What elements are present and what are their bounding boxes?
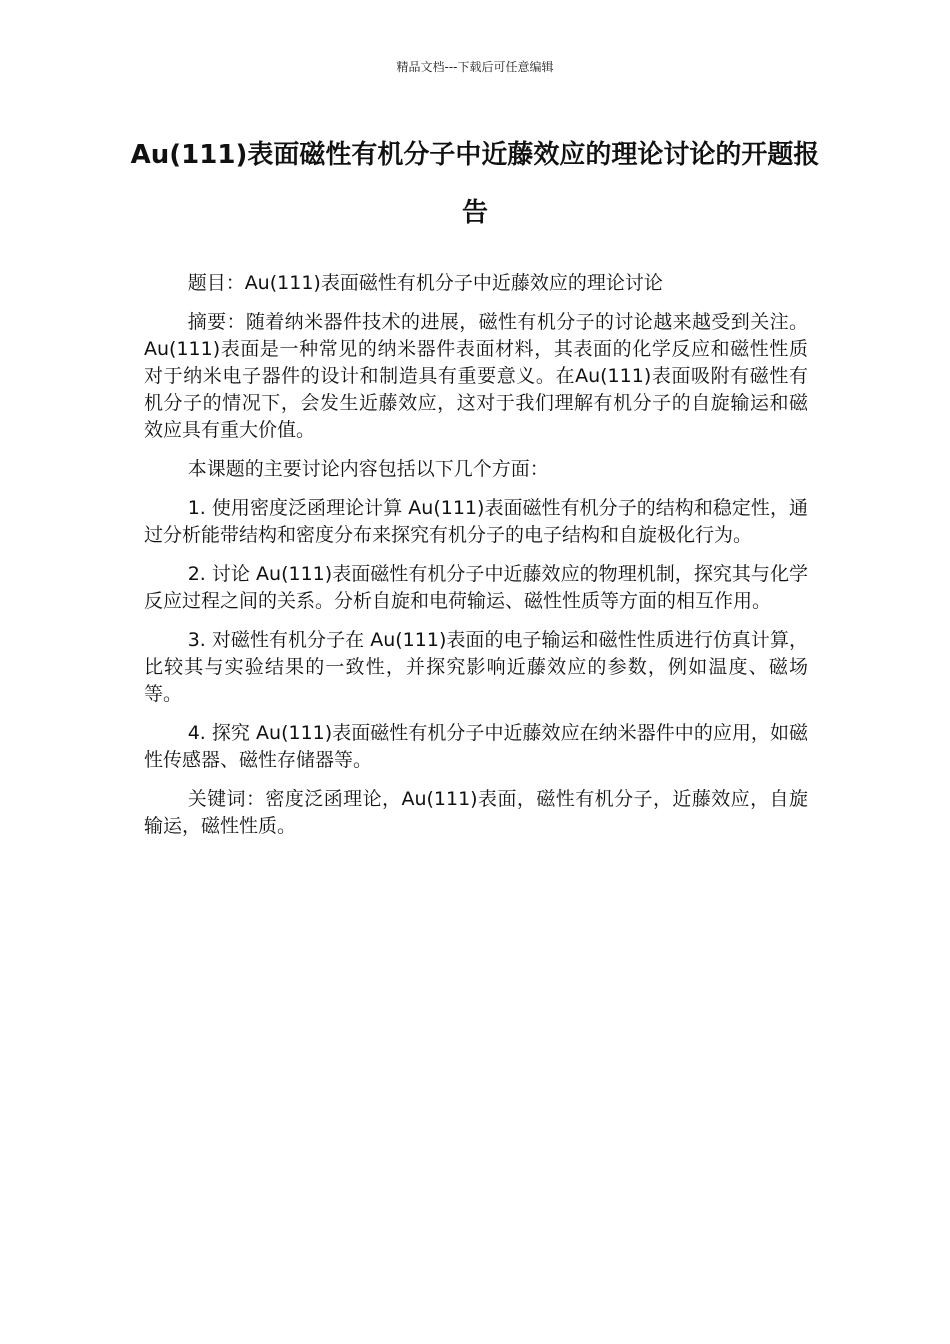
content-intro-paragraph: 本课题的主要讨论内容包括以下几个方面： — [187, 458, 549, 480]
list-item-2: 2. 讨论 Au(111)表面磁性有机分子中近藤效应的物理机制，探究其与化学反应过程之间的关系。分析自旋和电荷输运、磁性性质等方面的相互作用。 — [144, 563, 808, 612]
document-body — [144, 270, 808, 852]
document-title: Au(111)表面磁性有机分子中近藤效应的理论讨论的开题报告 — [130, 140, 820, 228]
list-item-3: 3. 对磁性有机分子在 Au(111)表面的电子输运和磁性性质进行仿真计算，比较其与实验结果的一致性，并探究影响近藤效应的参数，例如温度、磁场等。 — [144, 629, 808, 705]
topic-paragraph: 题目：Au(111)表面磁性有机分子中近藤效应的理论讨论 — [187, 272, 663, 294]
page-header: 精品文档---下载后可任意编辑 — [396, 60, 554, 74]
list-item-4: 4. 探究 Au(111)表面磁性有机分子中近藤效应在纳米器件中的应用，如磁性传感器、磁性存储器等。 — [144, 722, 808, 771]
list-item-1: 1. 使用密度泛函理论计算 Au(111)表面磁性有机分子的结构和稳定性，通过分析能带结构和密度分布来探究有机分子的电子结构和自旋极化行为。 — [144, 497, 808, 546]
keywords-paragraph: 关键词：密度泛函理论，Au(111)表面，磁性有机分子，近藤效应，自旋输运，磁性性质。 — [144, 788, 808, 837]
abstract-paragraph: 摘要：随着纳米器件技术的进展，磁性有机分子的讨论越来越受到关注。Au(111)表面是一种常见的纳米器件表面材料，其表面的化学反应和磁性性质对于纳米电子器件的设计和制造具有重要意义。在Au(111)表面吸附有磁性有机分子的情况下，会发生近藤效应，这对于我们理解有机分子的自旋输运和磁效应具有重大价值。 — [144, 311, 808, 441]
